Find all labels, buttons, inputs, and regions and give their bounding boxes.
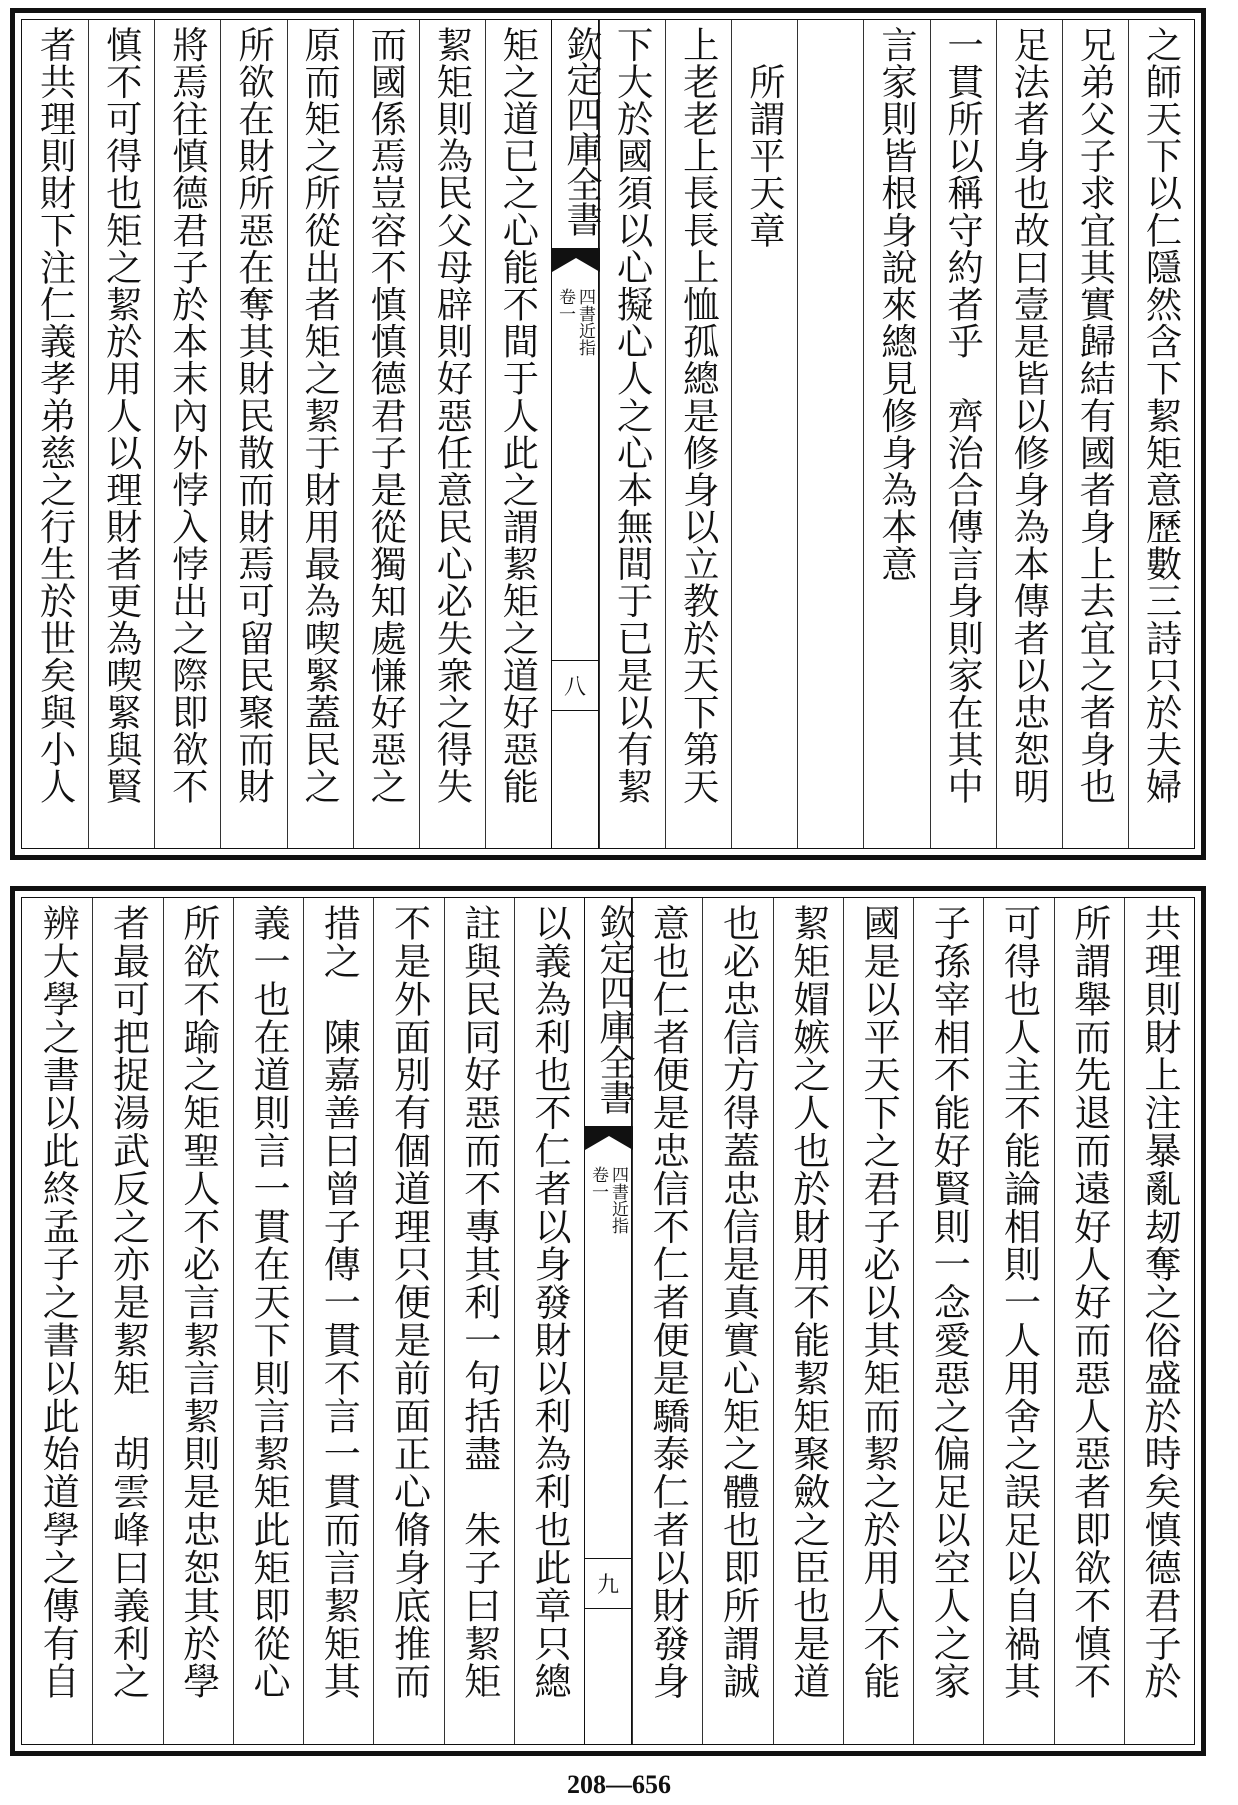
text-column [1062, 20, 1128, 848]
text-column [930, 20, 996, 848]
column-text: 可得也人主不能論相則一人用舍之誤足以自禍其 [997, 904, 1041, 1700]
column-text: 所欲在財所惡在奪其財民散而財焉可留民聚而財 [232, 26, 276, 805]
column-text: 足法者身也故曰壹是皆以修身為本傳者以忠恕明 [1007, 26, 1051, 805]
volume-label: 卷一 [554, 288, 575, 322]
column-text: 義一也在道則言一貫在天下則言絜矩此矩即從心 [247, 904, 290, 1700]
text-column [983, 898, 1053, 1744]
column-text: 之師天下以仁隱然含下絜矩意歷數三詩只於夫婦 [1140, 26, 1183, 805]
page-number: 八 [563, 675, 586, 700]
column-text: 註與民同好惡而不專其利一句括盡 朱子曰絜矩 [457, 904, 501, 1700]
bottom-page-left-columns [22, 898, 584, 1744]
text-column [163, 898, 233, 1744]
column-text: 國是以平天下之君子必以其矩而絜之於用人不能 [857, 904, 900, 1700]
text-column [88, 20, 154, 848]
column-text: 意也仁者便是忠信不仁者便是驕泰仁者以財發身 [646, 904, 690, 1700]
column-text: 原而矩之所從出者矩之絜于財用最為喫緊蓋民之 [298, 26, 342, 805]
book-title: 四書近指 [608, 1166, 628, 1234]
text-column [154, 20, 220, 848]
column-text: 者最可把捉湯武反之亦是絜矩 胡雲峰曰義利之 [106, 904, 150, 1700]
column-text: 一貫所以稱守約者乎 齊治合傳言身則家在其中 [941, 26, 985, 805]
center-rule [552, 660, 598, 661]
text-column [797, 20, 863, 848]
text-column [22, 898, 92, 1744]
column-text: 將焉往慎德君子於本末內外悖入悖出之際即欲不 [166, 26, 210, 805]
top-page-center-strip [551, 20, 602, 848]
text-column [485, 20, 551, 848]
column-text: 也必忠信方得蓋忠信是真實心矩之體也即所謂誠 [716, 904, 760, 1700]
column-text: 絜矩媢嫉之人也於財用不能絜矩聚斂之臣也是道 [786, 904, 830, 1700]
text-column [287, 20, 353, 848]
text-column [702, 898, 772, 1744]
column-text: 下大於國須以心擬心人之心本無間于已是以有絜 [611, 26, 655, 805]
column-text: 而國係焉豈容不慎慎德君子是從獨知處慊好惡之 [364, 26, 408, 805]
column-text: 措之 陳嘉善曰曾子傳一貫不言一貫而言絜矩其 [317, 904, 361, 1700]
text-column [1054, 898, 1124, 1744]
text-column [843, 898, 913, 1744]
text-column [514, 898, 584, 1744]
center-rule [552, 710, 598, 711]
text-column [303, 898, 373, 1744]
fish-tail-mark-icon [552, 248, 600, 272]
text-column [863, 20, 929, 848]
header-title: 欽定四庫全書 [594, 904, 635, 1114]
column-text: 所謂舉而先退而遠好人好而惡人惡者即欲不慎不 [1067, 904, 1111, 1700]
text-column [419, 20, 485, 848]
text-column [773, 898, 843, 1744]
column-text: 兄弟父子求宜其實歸結有國者身上去宜之者身也 [1073, 26, 1117, 805]
column-text: 所欲不踰之矩聖人不必言絜言絜則是忠恕其於學 [176, 904, 220, 1700]
text-column [220, 20, 286, 848]
column-text: 矩之道已之心能不間于人此之謂絜矩之道好惡能 [496, 26, 540, 805]
text-column [233, 898, 303, 1744]
top-page-inner-border [21, 19, 1195, 849]
center-rule [585, 1558, 631, 1559]
top-page-right-columns [599, 20, 1194, 848]
column-text: 者共理則財下注仁義孝弟慈之行生於世矣與小人 [34, 26, 78, 805]
column-text: 不是外面別有個道理只便是前面正心脩身底推而 [387, 904, 431, 1700]
column-text: 共理則財上注暴亂刼奪之俗盛於時矣慎德君子於 [1138, 904, 1181, 1700]
text-column [22, 20, 88, 848]
text-column [353, 20, 419, 848]
text-column [373, 898, 443, 1744]
text-column [599, 20, 665, 848]
column-text: 言家則皆根身說來總見修身為本意 [875, 26, 919, 583]
column-text: 絜矩則為民父母辟則好惡任意民心必失衆之得失 [430, 26, 474, 805]
fish-tail-mark-icon [585, 1126, 633, 1150]
page-footer-code: 208—656 [567, 1770, 671, 1799]
bottom-page-right-columns [632, 898, 1194, 1744]
text-column [913, 898, 983, 1744]
column-text: 子孫宰相不能好賢則一念愛惡之偏足以空人之家 [927, 904, 971, 1700]
column-text: 辨大學之書以此終孟子之書以此始道學之傳有自 [36, 904, 80, 1700]
text-column [1128, 20, 1194, 848]
page-number: 九 [597, 1573, 620, 1598]
bottom-page-frame [10, 886, 1206, 1756]
column-text: 所謂平天章 [743, 26, 787, 249]
text-column [444, 898, 514, 1744]
text-column [92, 898, 162, 1744]
header-title: 欽定四庫全書 [560, 26, 602, 236]
text-column [731, 20, 797, 848]
text-column [632, 898, 702, 1744]
top-page-frame [10, 8, 1206, 860]
top-page-left-columns [22, 20, 551, 848]
column-text: 慎不可得也矩之絜於用人以理財者更為喫緊與賢 [100, 26, 144, 805]
volume-label: 卷一 [588, 1166, 608, 1200]
center-rule [585, 1608, 631, 1609]
column-text: 以義為利也不仁者以身發財以利為利也此章只總 [528, 904, 571, 1700]
text-column [665, 20, 731, 848]
text-column [1124, 898, 1194, 1744]
column-text: 上老老上長長上恤孤總是修身以立教於天下第天 [677, 26, 721, 805]
bottom-page-inner-border [21, 897, 1195, 1745]
bottom-page-center-strip [584, 898, 635, 1744]
text-column [996, 20, 1062, 848]
book-title: 四書近指 [574, 288, 595, 356]
